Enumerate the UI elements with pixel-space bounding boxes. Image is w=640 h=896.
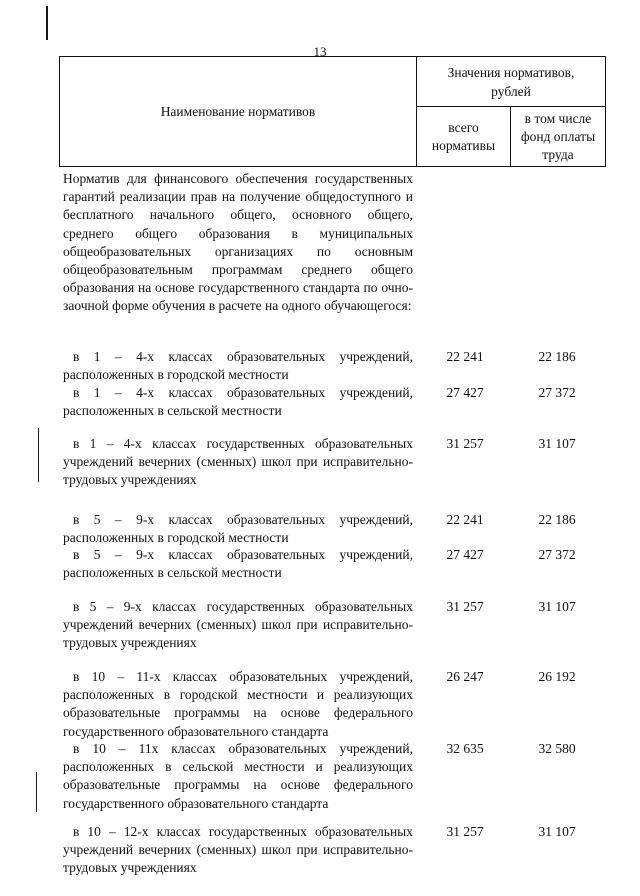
page-number: 13: [313, 44, 327, 59]
header-wage-line2: фонд оплаты: [520, 128, 596, 144]
table-row-wage: 27 372: [538, 385, 576, 400]
table-row-total: 22 241: [446, 349, 484, 364]
table-row-total: 22 241: [446, 512, 484, 527]
header-wage-line1: в том числе: [524, 110, 592, 126]
table-row-text: в 5 – 9-х классах государственных образовательных учреждений вечерних (сменных) школ при исправительно-трудовых учреждениях: [63, 599, 413, 651]
table-row-wage: 22 186: [538, 349, 576, 364]
table-row-text: в 5 – 9-х классах образовательных учреждений, расположенных в сельской местности: [63, 547, 413, 581]
header-wage-column: [511, 107, 605, 166]
table-row-total: 31 257: [446, 436, 484, 451]
table-row-total: 32 635: [446, 741, 484, 756]
scan-mark-middle: [38, 428, 39, 482]
scan-mark-bottom: [36, 772, 37, 812]
table-row-wage: 31 107: [538, 599, 576, 614]
table-row-wage: 26 192: [538, 669, 576, 684]
header-total-line2: нормативы: [431, 137, 496, 153]
table-row-text: в 1 – 4-х классах образовательных учреждений, расположенных в городской местности: [63, 349, 413, 383]
header-values-line1: Значения нормативов,: [447, 65, 575, 80]
table-row-text: в 10 – 11-х классах образовательных учреждений, расположенных в городской местности и реализующих образовательные программы на основе федерального государственного образовательного стандарта: [63, 669, 413, 739]
table-row-text: в 1 – 4-х классах государственных образовательных учреждений вечерних (сменных) школ при исправительно-трудовых учреждениях: [63, 436, 413, 488]
normative-intro: Норматив для финансового обеспечения государственных гарантий реализации прав на получение общедоступного и бесплатного начального общего, основного общего, среднего общего образования в муниципальных общеобразовательных организациях по основным общеобразовательным программам среднего общего образования на основе государственного стандарта по очно-заочной форме обучения в расчете на одного обучающегося:: [63, 171, 413, 314]
table-row-text: в 1 – 4-х классах образовательных учреждений, расположенных в сельской местности: [63, 385, 413, 419]
scan-mark-top: [46, 6, 48, 40]
table-row-total: 31 257: [446, 824, 484, 839]
table-row-text: в 5 – 9-х классах образовательных учреждений, расположенных в городской местности: [63, 512, 413, 546]
header-name-column: Наименование нормативов: [60, 57, 417, 166]
table-row-text: в 10 – 11х классах образовательных учреждений, расположенных в сельской местности и реализующих образовательные программы на основе федерального государственного образовательного стандарта: [63, 741, 413, 811]
table-row-text: в 10 – 12-х классах государственных образовательных учреждений вечерних (сменных) школ при исправительно-трудовых учреждениях: [63, 824, 413, 876]
table-header: [59, 56, 606, 167]
table-row-wage: 22 186: [538, 512, 576, 527]
header-wage-line3: труда: [542, 146, 574, 162]
table-row-total: 27 427: [446, 547, 484, 562]
table-row-total: 27 427: [446, 385, 484, 400]
header-total-line1: всего: [448, 119, 479, 135]
table-row-wage: 31 107: [538, 824, 576, 839]
table-row-total: 26 247: [446, 669, 484, 684]
table-row-wage: 32 580: [538, 741, 576, 756]
table-row-total: 31 257: [446, 599, 484, 614]
header-values-group: [417, 57, 605, 107]
table-row-wage: 27 372: [538, 547, 576, 562]
table-row-wage: 31 107: [538, 436, 576, 451]
header-values-line2: рублей: [491, 84, 531, 99]
header-total-column: [417, 107, 511, 166]
